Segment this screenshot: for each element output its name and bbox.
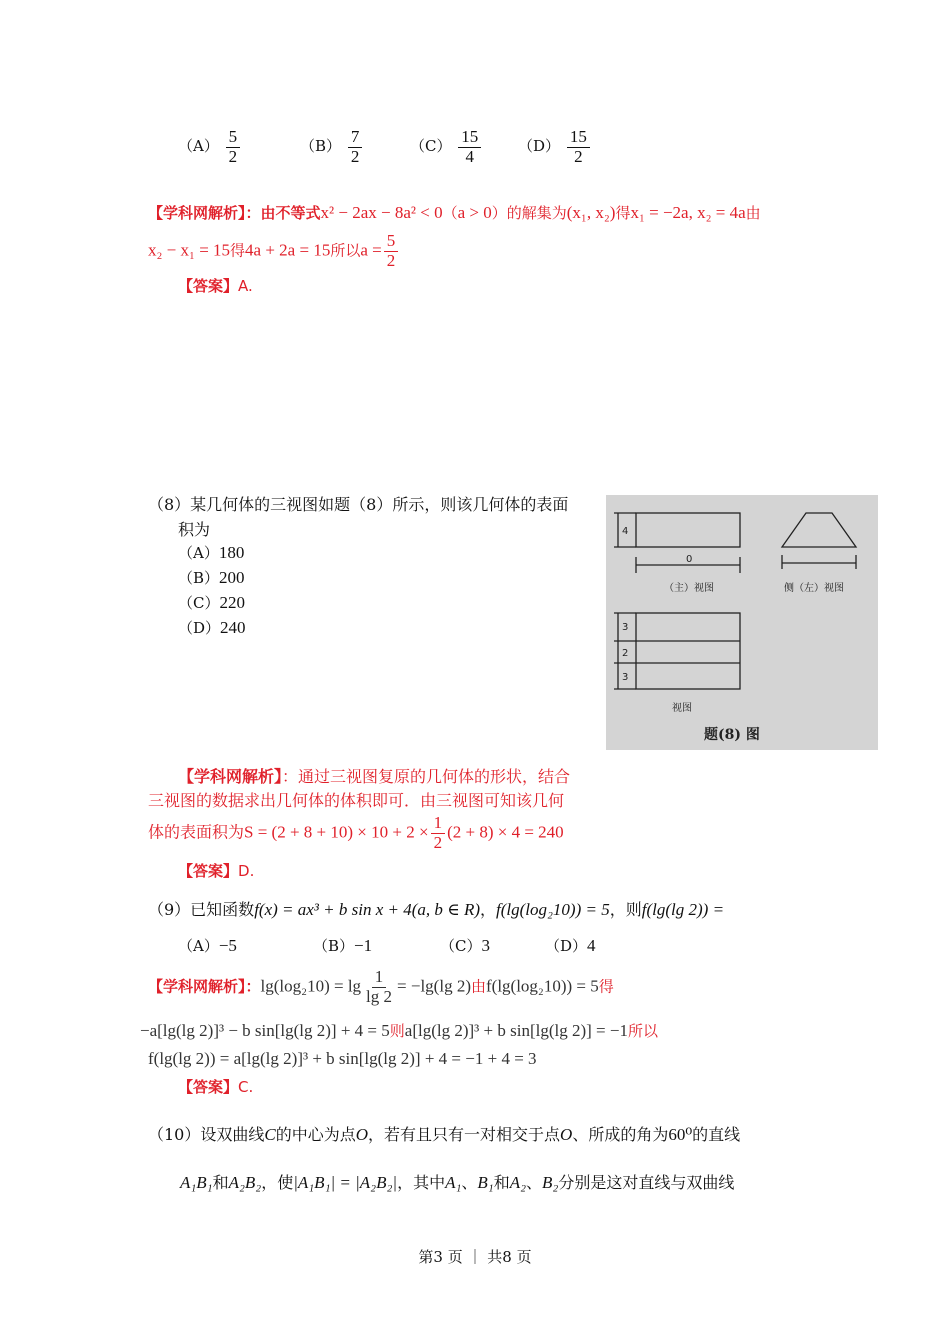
front-view-rect — [636, 513, 740, 547]
side-view-trapezoid — [782, 513, 856, 547]
q8-option-c: （C）220 — [178, 593, 245, 612]
q8-three-view-figure — [606, 495, 878, 750]
q9-analysis-line1: 【学科网解析】：lg(log₂10) = lg $\frac{1}{\lg 2}$ = −lg(lg 2)由f(lg(log₂10)) = 5得 — [148, 967, 614, 1006]
dim-3a: 3 — [622, 622, 629, 633]
q8-analysis-tag: 【学科网解析】 — [178, 767, 283, 786]
q8-option-b: （B）200 — [178, 568, 245, 587]
q7-option-a-label: （A） — [178, 137, 219, 156]
q9-analysis-line3: f(lg(lg 2)) = a[lg(lg 2)]³ + b sin[lg(lg 2)] + 4 = −1 + 4 = 3 — [148, 1049, 537, 1068]
figure-caption: 题(8) 图 — [704, 727, 760, 743]
q9-analysis-frac: $\frac{1}{\lg 2}$ — [366, 967, 393, 1006]
dim-3b: 3 — [622, 672, 629, 683]
dim-4: 4 — [622, 526, 629, 537]
q9-analysis-line2: −a[lg(lg 2)]³ − b sin[lg(lg 2)] + 4 = 5则a[lg(lg 2)]³ + b sin[lg(lg 2)] = −1所以 — [140, 1021, 658, 1040]
q7-answer: 【答案】A. — [178, 277, 253, 295]
q9-option-b: （B）−1 — [313, 936, 373, 955]
q8-stem-line2: 积为 — [178, 520, 211, 539]
q9-option-a: （A）−5 — [178, 936, 237, 955]
q7-option-b-label: （B） — [300, 137, 342, 156]
q7-option-d-frac: $\frac{15}{2}$ — [567, 128, 590, 166]
front-view-label: （主）视图 — [664, 583, 714, 594]
top-view-label: 视图 — [672, 703, 692, 714]
q7-option-a-frac: $\frac{5}{2}$ — [226, 128, 241, 166]
dim-10: 0 — [686, 554, 693, 565]
q7-analysis-tag: 【学科网解析】 — [148, 204, 246, 222]
q7-analysis-line2: x₂ − x₁ = 15得4a + 2a = 15所以a = $\frac{5}{2}$ — [148, 232, 400, 270]
q7-analysis-frac: $\frac{5}{2}$ — [384, 232, 399, 270]
q7-option-d-label: （D） — [518, 137, 561, 156]
q8-analysis-line3: 体的表面积为S = (2 + 8 + 10) × 10 + 2 × $\frac{1}{2}$ (2 + 8) × 4 = 240 — [148, 813, 564, 852]
q8-stem-line1: （8）某几何体的三视图如题（8）所示，则该几何体的表面 — [148, 495, 569, 514]
q8-analysis-frac: $\frac{1}{2}$ — [431, 814, 446, 852]
q9-answer: 【答案】C. — [178, 1078, 254, 1096]
q7-option-a — [178, 128, 242, 166]
q7-option-b-frac: $\frac{7}{2}$ — [348, 128, 363, 166]
q7-option-c-frac: $\frac{15}{4}$ — [458, 128, 481, 166]
q7-option-b — [300, 128, 364, 166]
dim-2: 2 — [622, 648, 629, 659]
q10-line1: （10）设双曲线C的中心为点O，若有且只有一对相交于点O、所成的角为60⁰的直线 — [148, 1125, 741, 1144]
q9-analysis-tag: 【学科网解析】 — [148, 977, 246, 996]
top-view-rect — [636, 613, 740, 689]
q8-answer: 【答案】D. — [178, 862, 255, 880]
q8-analysis-line1: 【学科网解析】：通过三视图复原的几何体的形状，结合 — [178, 767, 571, 786]
q8-option-d: （D）240 — [178, 618, 246, 637]
q7-answer-tag: 【答案】 — [178, 277, 239, 295]
q7-option-c — [410, 128, 483, 166]
q8-analysis-line2: 三视图的数据求出几何体的体积即可．由三视图可知该几何 — [148, 791, 565, 810]
q8-option-a: （A）180 — [178, 543, 245, 562]
q7-option-d — [518, 128, 592, 166]
q7-option-c-label: （C） — [410, 137, 452, 156]
q9-option-d: （D）4 — [545, 936, 596, 955]
q8-figure-drawing — [606, 495, 878, 750]
q9-stem: （9）已知函数f(x) = ax³ + b sin x + 4(a, b ∈ R)，f(lg(log₂10)) = 5，则f(lg(lg 2)) = — [148, 900, 725, 919]
side-view-label: 侧（左）视图 — [784, 583, 844, 594]
page-footer: 第3 页 ｜ 共8 页 — [418, 1248, 532, 1266]
q7-analysis-line1: 【学科网解析】：由不等式x² − 2ax − 8a² < 0（a > 0）的解集为(x₁, x₂)得x₁ = −2a, x₂ = 4a由 — [148, 203, 761, 222]
q9-option-c: （C）3 — [440, 936, 490, 955]
q10-line2: A₁B₁和A₂B₂，使|A₁B₁| = |A₂B₂|，其中A₁、B₁和A₂、B₂分别是这对直线与双曲线 — [180, 1173, 735, 1192]
